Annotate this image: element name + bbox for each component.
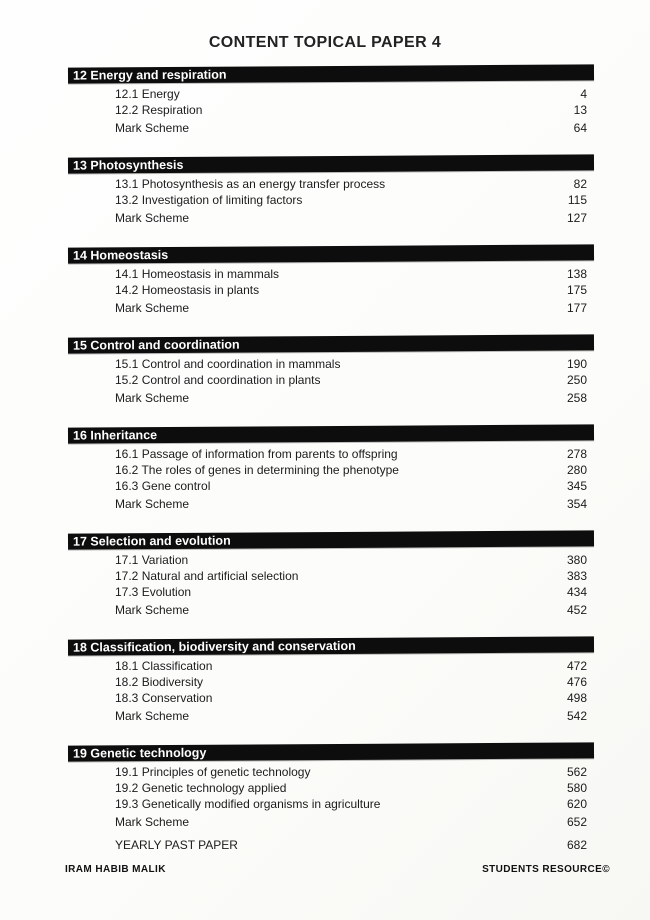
toc-row [68, 266, 594, 282]
section-header-bar: 13 Photosynthesis [68, 154, 594, 173]
section-header-bar: 16 Inheritance [68, 424, 594, 443]
toc-page-number: 682 [566, 838, 587, 852]
toc-page-number: 177 [566, 301, 587, 315]
toc-row [68, 446, 594, 462]
toc-page-number: 127 [566, 211, 587, 225]
toc-row [68, 764, 594, 780]
toc-item-label: Mark Scheme [115, 121, 190, 135]
toc-item-label: 16.2 The roles of genes in determining the phenotype [115, 463, 399, 477]
toc-item-label: YEARLY PAST PAPER [115, 838, 238, 852]
toc-page-number: 652 [566, 815, 587, 829]
toc-row [68, 300, 594, 316]
toc-item-label: 17.3 Evolution [115, 585, 192, 599]
toc-item-label: Mark Scheme [115, 211, 190, 225]
toc-page-number: 620 [566, 797, 587, 811]
toc-page-number: 258 [566, 391, 587, 405]
toc-row [68, 86, 594, 102]
toc-row [68, 552, 594, 568]
toc-item-label: 15.2 Control and coordination in plants [115, 373, 321, 387]
toc-item-label: 14.2 Homeostasis in plants [115, 283, 260, 297]
toc-row [68, 780, 594, 796]
toc-page-number: 115 [567, 193, 587, 207]
toc-page-number: 542 [566, 709, 587, 723]
toc-item-label: 14.1 Homeostasis in mammals [115, 267, 280, 281]
toc-page-number: 472 [566, 659, 587, 673]
toc-row [68, 602, 594, 618]
toc-item-label: Mark Scheme [115, 497, 190, 511]
toc-item-label: 16.3 Gene control [115, 479, 211, 493]
toc-row [68, 102, 594, 118]
toc-item-label: 15.1 Control and coordination in mammals [115, 357, 341, 371]
toc-item-label: 12.2 Respiration [115, 103, 203, 117]
footer-publisher: STUDENTS RESOURCE© [482, 864, 610, 875]
page-title: CONTENT TOPICAL PAPER 4 [208, 34, 442, 51]
toc-item-label: 18.2 Biodiversity [115, 675, 204, 689]
toc-page-number: 345 [566, 479, 587, 493]
table-of-contents [68, 66, 594, 853]
toc-page-number: 175 [566, 283, 587, 297]
toc-page-number: 13 [573, 103, 587, 117]
toc-row [68, 796, 594, 812]
toc-row [68, 708, 594, 724]
footer-author: IRAM HABIB MALIK [65, 864, 166, 875]
toc-row [68, 390, 594, 406]
toc-item-label: Mark Scheme [115, 709, 190, 723]
toc-page-number: 280 [566, 463, 587, 477]
toc-page-number: 476 [566, 675, 587, 689]
toc-row [68, 356, 594, 372]
toc-row [68, 210, 594, 226]
toc-item-label: 18.1 Classification [115, 659, 213, 673]
toc-page-number: 434 [566, 585, 587, 599]
toc-item-label: Mark Scheme [115, 301, 190, 315]
section-header-bar: 18 Classification, biodiversity and conservation [68, 636, 594, 655]
section-header-bar: 14 Homeostasis [68, 244, 594, 263]
toc-page-number: 498 [566, 691, 587, 705]
toc-row [68, 568, 594, 584]
toc-section [68, 336, 594, 406]
section-header-bar: 17 Selection and evolution [68, 530, 594, 549]
toc-row [68, 372, 594, 388]
toc-section [68, 638, 594, 724]
toc-section [68, 66, 594, 136]
toc-item-label: 16.1 Passage of information from parents to offspring [115, 447, 398, 461]
toc-item-label: 13.2 Investigation of limiting factors [115, 193, 303, 207]
toc-page-number: 4 [580, 87, 587, 101]
toc-page-number: 383 [566, 569, 587, 583]
toc-page-number: 380 [566, 553, 587, 567]
toc-item-label: Mark Scheme [115, 815, 190, 829]
toc-item-label: 19.2 Genetic technology applied [115, 781, 287, 795]
toc-item-label: 19.1 Principles of genetic technology [115, 765, 311, 779]
toc-row [68, 690, 594, 706]
toc-row [68, 282, 594, 298]
toc-row [68, 584, 594, 600]
toc-page-number: 580 [566, 781, 587, 795]
toc-page-number: 64 [573, 121, 587, 135]
toc-row [68, 814, 594, 830]
toc-section [68, 156, 594, 226]
toc-row [68, 837, 594, 853]
toc-row [68, 192, 594, 208]
toc-item-label: 17.1 Variation [115, 553, 189, 567]
toc-section [68, 744, 594, 853]
toc-item-label: 19.3 Genetically modified organisms in agriculture [115, 797, 381, 811]
section-header-bar: 15 Control and coordination [68, 334, 594, 353]
toc-item-label: 12.1 Energy [115, 87, 180, 101]
toc-page-number: 250 [566, 373, 587, 387]
toc-item-label: 18.3 Conservation [115, 691, 213, 705]
section-header-bar: 19 Genetic technology [68, 742, 594, 761]
toc-page-number: 354 [566, 497, 587, 511]
toc-page-number: 278 [566, 447, 587, 461]
toc-item-label: Mark Scheme [115, 603, 190, 617]
toc-row [68, 478, 594, 494]
toc-item-label: 17.2 Natural and artificial selection [115, 569, 299, 583]
toc-page-number: 82 [573, 177, 587, 191]
toc-item-label: 13.1 Photosynthesis as an energy transfer process [115, 177, 386, 191]
toc-section [68, 426, 594, 512]
toc-row [68, 496, 594, 512]
toc-page-number: 452 [566, 603, 587, 617]
toc-page-number: 138 [566, 267, 587, 281]
toc-page-number: 562 [566, 765, 587, 779]
page-footer [65, 864, 610, 875]
toc-row [68, 176, 594, 192]
toc-item-label: Mark Scheme [115, 391, 190, 405]
toc-row [68, 658, 594, 674]
toc-section [68, 532, 594, 618]
toc-row [68, 120, 594, 136]
toc-row [68, 674, 594, 690]
section-header-bar: 12 Energy and respiration [68, 64, 594, 83]
toc-section [68, 246, 594, 316]
toc-page-number: 190 [566, 357, 587, 371]
toc-row [68, 462, 594, 478]
